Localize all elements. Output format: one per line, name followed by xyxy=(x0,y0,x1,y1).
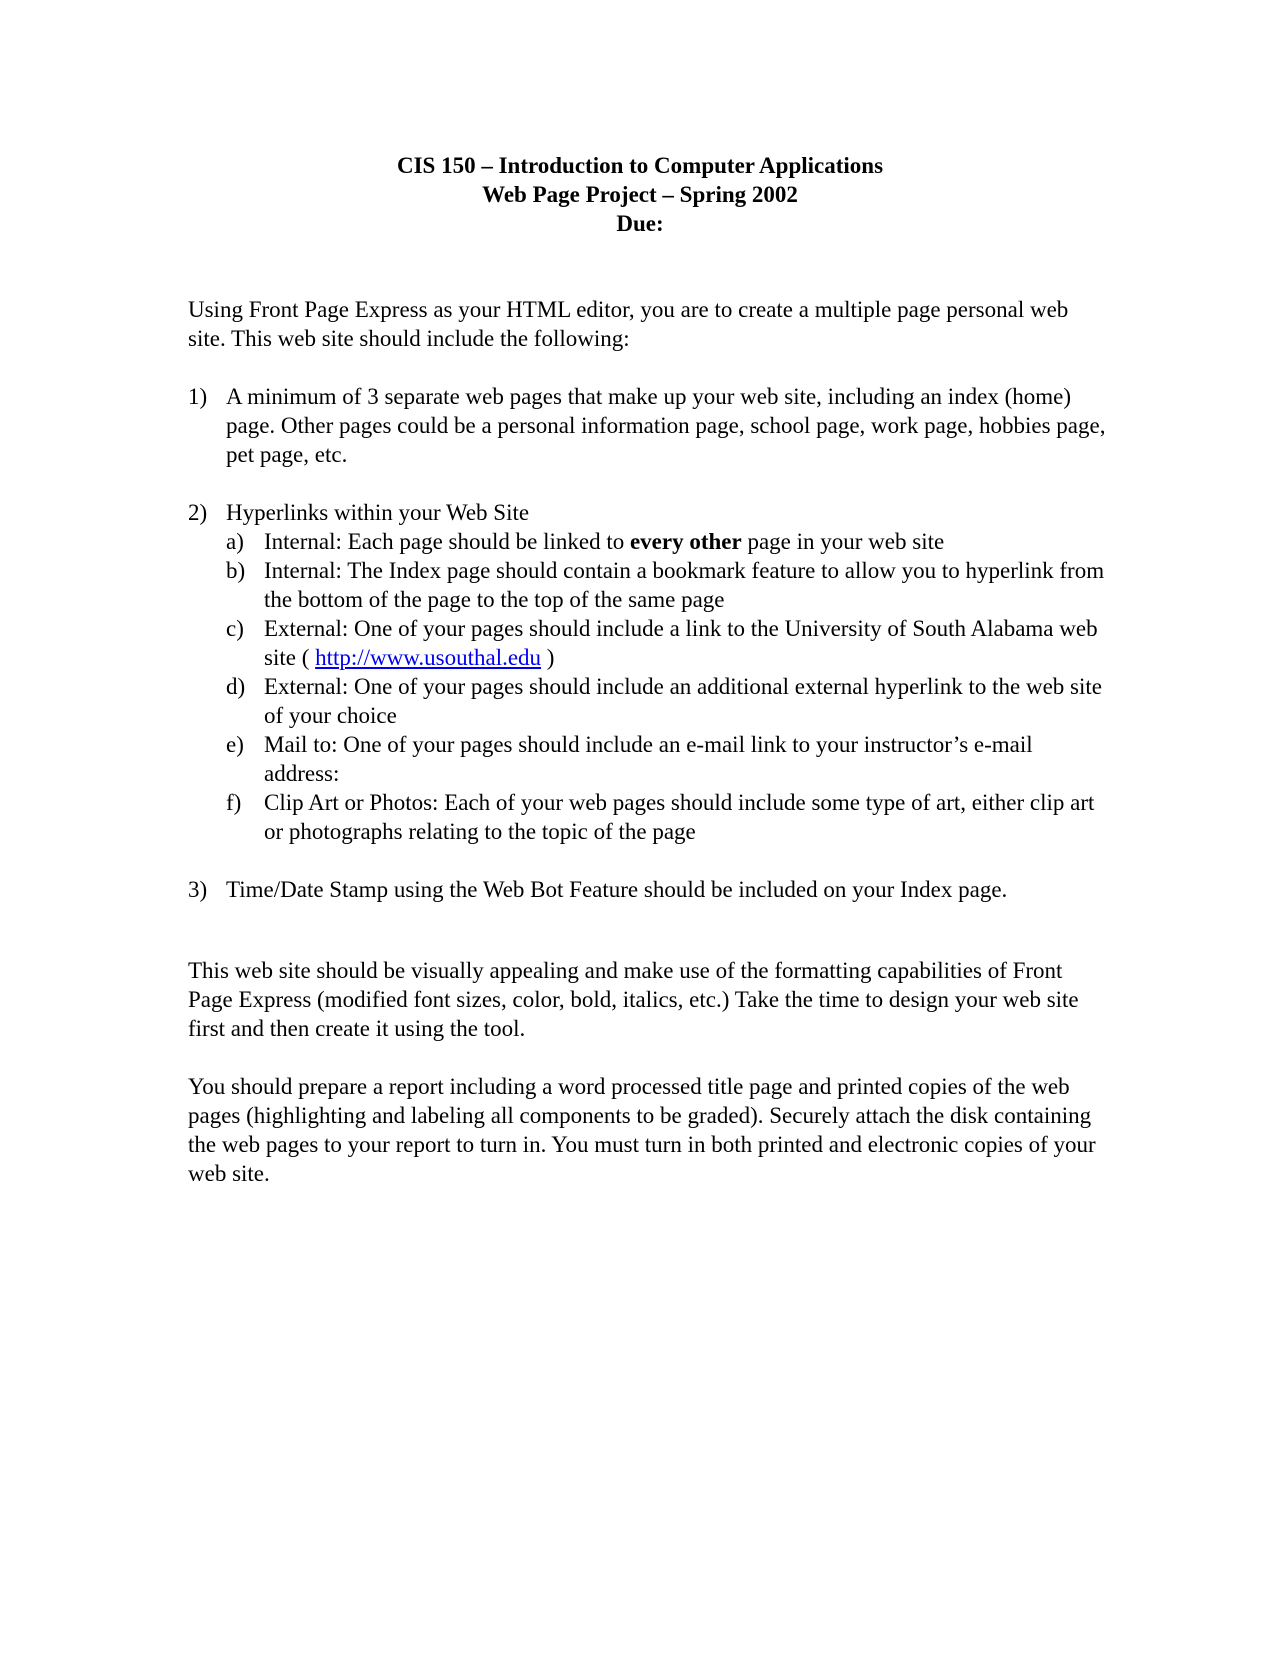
list-item-3 xyxy=(188,875,1108,904)
sub-letter: e) xyxy=(226,732,244,757)
usouthal-link[interactable]: http://www.usouthal.edu xyxy=(315,645,542,670)
emphasis-text: every other xyxy=(629,529,742,554)
hyperlink-sublist xyxy=(226,527,1108,846)
sub-item-b xyxy=(226,556,1108,614)
sub-letter: b) xyxy=(226,558,246,583)
closing-text-2: You should prepare a report including a word processed title page and printed copies of the web pages (highlighting and labeling all components to be graded). Securely attach the disk containing the web pages to your report to turn in. You must turn in both printed and electronic copies of your web site. xyxy=(188,1074,1096,1186)
sub-item-d xyxy=(226,672,1108,730)
list-number: 1) xyxy=(188,384,208,409)
requirements-list xyxy=(188,382,1108,933)
list-number: 2) xyxy=(188,500,208,525)
list-item-text: Time/Date Stamp using the Web Bot Feature should be included on your Index page. xyxy=(226,877,1008,902)
sub-item-text-before: Internal: Each page should be linked to xyxy=(264,529,630,554)
sub-item-e xyxy=(226,730,1108,788)
list-item-2 xyxy=(188,498,1108,846)
due-label: Due: xyxy=(616,211,664,236)
sub-letter: c) xyxy=(226,616,244,641)
sub-item-text-before: External: One of your pages should include a link to the University of South Alabama web site ( xyxy=(264,616,1098,670)
sub-item-f xyxy=(226,788,1108,846)
project-title: Web Page Project – Spring 2002 xyxy=(482,182,798,207)
sub-letter: d) xyxy=(226,674,246,699)
list-number: 3) xyxy=(188,877,208,902)
closing-text-1: This web site should be visually appealing and make use of the formatting capabilities of Front Page Express (modified font sizes, color, bold, italics, etc.) Take the time to design your web site first and then create it using the tool. xyxy=(188,958,1079,1041)
intro-text: Using Front Page Express as your HTML editor, you are to create a multiple page personal web site. This web site should include the following: xyxy=(188,297,1069,351)
sub-item-text: Clip Art or Photos: Each of your web pages should include some type of art, either clip art or photographs relating to the topic of the page xyxy=(264,790,1095,844)
sub-item-text: External: One of your pages should include an additional external hyperlink to the web site of your choice xyxy=(264,674,1102,728)
document-title-block xyxy=(0,151,1280,238)
sub-item-text: Internal: The Index page should contain a bookmark feature to allow you to hyperlink from the bottom of the page to the top of the same page xyxy=(264,558,1105,612)
sub-item-text-after: ) xyxy=(541,645,555,670)
sub-letter: f) xyxy=(226,790,242,815)
list-item-1 xyxy=(188,382,1108,469)
sub-letter: a) xyxy=(226,529,244,554)
closing-paragraph-1 xyxy=(188,956,1108,1043)
sub-item-text-after: page in your web site xyxy=(741,529,945,554)
sub-item-text: Mail to: One of your pages should include an e-mail link to your instructor’s e-mail address: xyxy=(264,732,1033,786)
closing-paragraph-2 xyxy=(188,1072,1108,1188)
intro-paragraph xyxy=(188,295,1108,353)
course-title: CIS 150 – Introduction to Computer Applications xyxy=(396,153,884,178)
sub-item-a xyxy=(226,527,1108,556)
list-item-text: Hyperlinks within your Web Site xyxy=(226,500,530,525)
list-item-text: A minimum of 3 separate web pages that make up your web site, including an index (home) page. Other pages could be a personal information page, school page, work page, hobbies page, pet page, etc. xyxy=(226,384,1106,467)
sub-item-c xyxy=(226,614,1108,672)
